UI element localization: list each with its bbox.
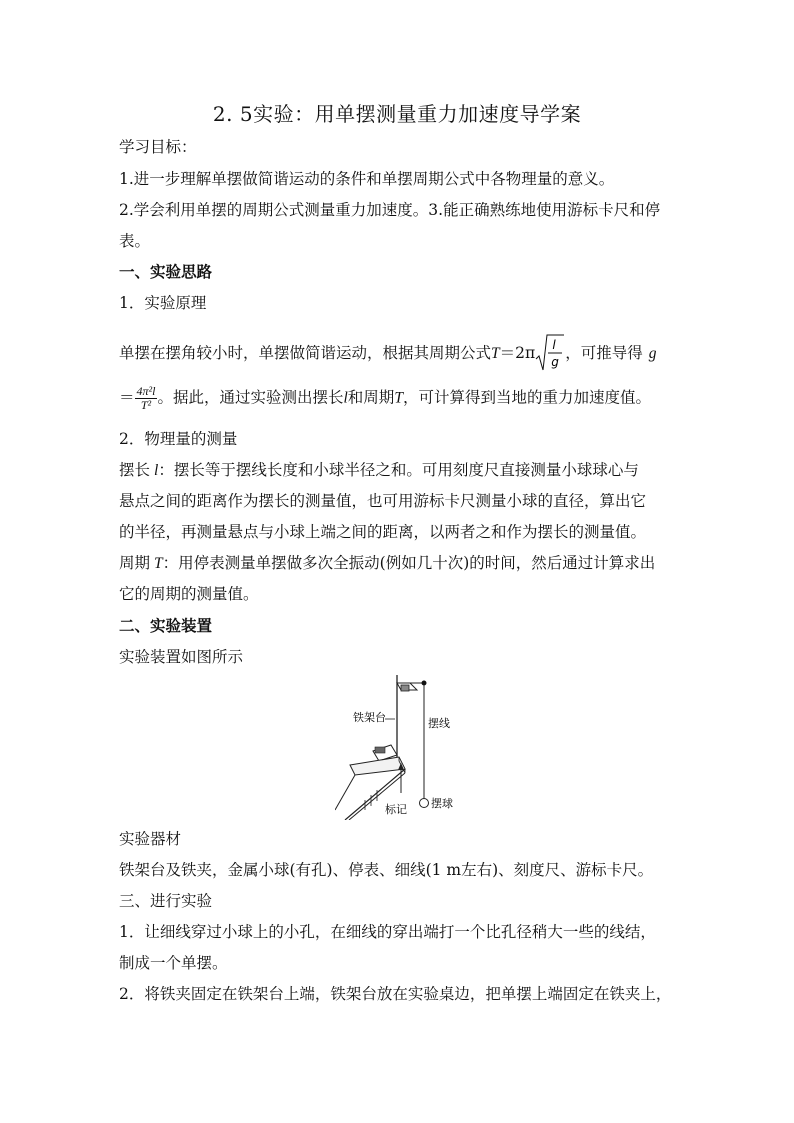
- step-2: 2．将铁夹固定在铁架台上端，铁架台放在实验桌边，把单摆上端固定在铁夹上，: [119, 985, 672, 1003]
- section-heading-1: 一、实验思路: [119, 262, 213, 281]
- label-mark: 标记: [385, 803, 407, 816]
- derivation-line: [119, 385, 651, 412]
- step-1-cont: 制成一个单摆。: [119, 954, 228, 972]
- var-l: l: [343, 389, 348, 407]
- label-ball: 摆球: [431, 797, 453, 810]
- label-string: 摆线: [428, 717, 450, 730]
- fraction-numerator: 4π²l: [136, 384, 156, 398]
- principle-post: ，可推导得: [565, 344, 643, 362]
- var-T2: T: [394, 389, 403, 407]
- section-heading-3: 三、进行实验: [119, 892, 213, 910]
- period-para-1: [119, 552, 655, 575]
- var-g: g: [648, 345, 657, 362]
- eq-sign: ＝: [119, 388, 135, 407]
- fraction-denominator: T²: [140, 398, 152, 412]
- sqrt-l-over-g: [535, 334, 565, 374]
- principle-text: 单摆在摆角较小时，单摆做简谐运动，根据其周期公式: [119, 344, 492, 362]
- goals-heading: 学习目标：: [119, 138, 197, 156]
- goal-item-2-cont: 表。: [119, 232, 151, 250]
- length-para-2: 悬点之间的距离作为摆长的测量值，也可用游标卡尺测量小球的直径，算出它: [119, 492, 647, 510]
- derivation-text-b: 和周期: [347, 388, 395, 407]
- apparatus-figure: [335, 675, 465, 820]
- sqrt-numerator: l: [552, 338, 556, 352]
- goal-item-2: 2.学会利用单摆的周期公式测量重力加速度。3.能正确熟练地使用游标卡尺和停: [119, 201, 661, 219]
- equipment-list: 铁架台及铁夹，金属小球(有孔)、停表、细线(1 m左右)、刻度尺、游标卡尺。: [119, 861, 654, 879]
- formula-eq: ＝2π: [499, 344, 536, 362]
- var-T: T: [491, 345, 500, 362]
- goal-item-1: 1.进一步理解单摆做简谐运动的条件和单摆周期公式中各物理量的意义。: [119, 170, 615, 188]
- length-text-1: ：摆长等于摆线长度和小球半径之和。可用刻度尺直接测量小球球心与: [158, 461, 639, 479]
- length-para-1: [119, 459, 639, 482]
- equipment-heading: 实验器材: [119, 830, 182, 848]
- period-label: 周期: [119, 554, 151, 572]
- label-iron-stand: 铁架台: [353, 711, 386, 724]
- subsection-measurement: 2．物理量的测量: [119, 430, 238, 448]
- apparatus-intro: 实验装置如图所示: [119, 648, 244, 666]
- period-text-1: ：用停表测量单摆做多次全振动(例如几十次)的时间，然后通过计算求出: [162, 554, 656, 572]
- section-heading-2: 二、实验装置: [119, 616, 213, 635]
- subsection-principle: 1．实验原理: [119, 294, 207, 312]
- period-para-2: 它的周期的测量值。: [119, 585, 259, 603]
- page-title: 2. 5实验：用单摆测量重力加速度导学案: [212, 102, 582, 126]
- step-1: 1．让细线穿过小球上的小孔，在细线的穿出端打一个比孔径稍大一些的线结，: [119, 923, 656, 941]
- length-para-3: 的半径，再测量悬点与小球上端之间的距离，以两者之和作为摆长的测量值。: [119, 523, 647, 541]
- length-var: l: [154, 462, 159, 479]
- principle-line: [119, 334, 656, 374]
- length-label: 摆长: [119, 461, 151, 479]
- sqrt-denominator: g: [551, 355, 560, 369]
- period-var: T: [154, 555, 163, 572]
- derivation-text-a: 。据此，通过实验测出摆长: [157, 388, 344, 407]
- derivation-text-c: ，可计算得到当地的重力加速度值。: [402, 388, 651, 407]
- fraction-g: [135, 385, 158, 412]
